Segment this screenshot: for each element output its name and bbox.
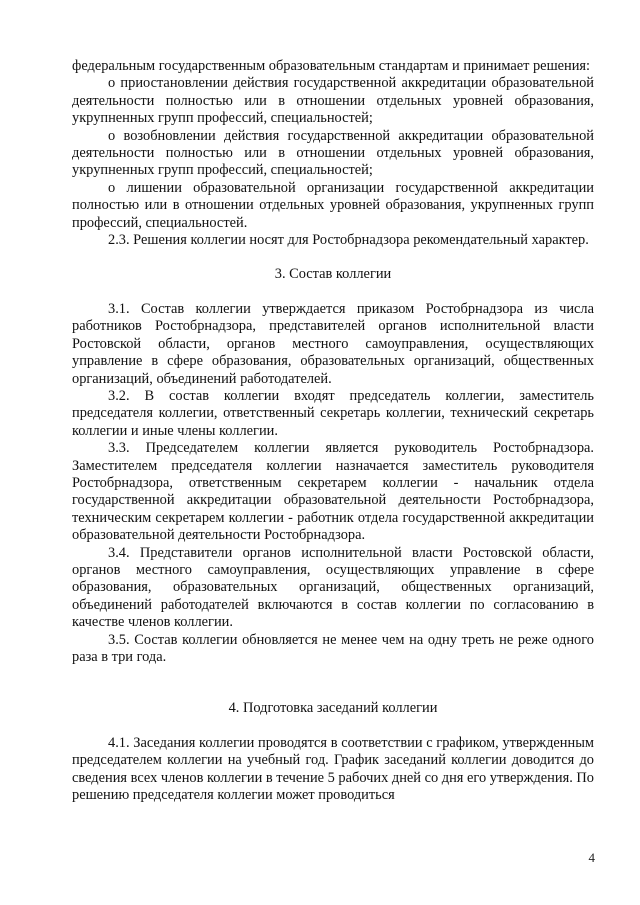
paragraph-resumption: о возобновлении действия государственной аккредитации образовательной деятельности полностью или в отношении отдельных уровней образования, укрупненных групп профессий, специальностей; — [72, 127, 594, 179]
paragraph-3-3: 3.3. Председателем коллегии является руководитель Ростобрнадзора. Заместителем председателя коллегии назначается заместитель руководителя Ростобрнадзора, ответственным секретарем коллегии - начальник отдела государственной аккредитации образовательной деятельности Ростобрнадзора, техническим секретарем коллегии - работник отдела государственной аккредитации образовательной деятельности Ростобрнадзора. — [72, 440, 594, 544]
page-number: 4 — [588, 850, 595, 865]
section-3-heading: 3. Состав коллегии — [274, 266, 392, 283]
paragraph-4-1: 4.1. Заседания коллегии проводятся в соответствии с графиком, утвержденным председателем коллегии на учебный год. График заседаний коллегии доводится до сведения всех членов коллегии в течение 5 рабочих дней со дня его утверждения. По решению председателя коллегии может проводиться — [72, 734, 594, 804]
paragraph-3-5: 3.5. Состав коллегии обновляется не менее чем на одну треть не реже одного раза в три года. — [72, 631, 594, 665]
spacer — [72, 249, 594, 266]
paragraph-suspension: о приостановлении действия государственной аккредитации образовательной деятельности полностью или в отношении отдельных уровней образования, укрупненных групп профессий, специальностей; — [72, 75, 594, 127]
paragraph-2-3: 2.3. Решения коллегии носят для Ростобрнадзора рекомендательный характер. — [108, 232, 589, 249]
spacer — [72, 666, 594, 700]
document-page — [72, 58, 594, 804]
spacer — [72, 718, 594, 735]
paragraph-3-4: 3.4. Представители органов исполнительной власти Ростовской области, органов местного самоуправления, осуществляющих управление в сфере образования, образовательных организаций, общественных организаций, объединений работодателей включаются в состав коллегии по согласованию в качестве членов коллегии. — [72, 544, 594, 631]
spacer — [72, 284, 594, 301]
paragraph-3-2: 3.2. В состав коллегии входят председатель коллегии, заместитель председателя коллегии, ответственный секретарь коллегии, технический секретарь коллегии и иные члены коллегии. — [72, 387, 594, 439]
paragraph-3-1: 3.1. Состав коллегии утверждается приказом Ростобрнадзора из числа работников Ростобрнадзора, представителей органов исполнительной власти Ростовской области, органов местного самоуправления, осуществляющих управление в сфере образования, образовательных организаций, общественных организаций, объединений работодателей. — [72, 300, 594, 387]
paragraph-decisions-intro: федеральным государственным образовательным стандартам и принимает решения: — [72, 58, 591, 74]
section-4-heading: 4. Подготовка заседаний коллегии — [228, 700, 438, 717]
paragraph-deprivation: о лишении образовательной организации государственной аккредитации полностью или в отношении отдельных уровней образования, укрупненных групп профессий, специальностей. — [72, 179, 594, 231]
